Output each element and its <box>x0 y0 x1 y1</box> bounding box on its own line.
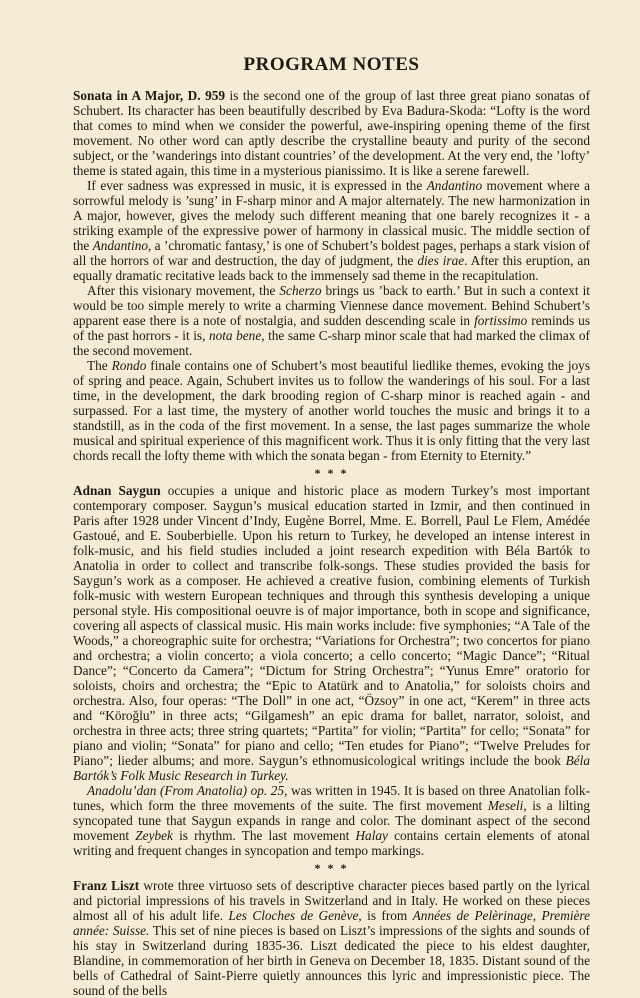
notes-body <box>73 88 590 998</box>
section-separator: * * * <box>314 861 349 875</box>
schubert-paragraph-4: The Rondo finale contains one of Schubert’s most beautiful liedlike themes, evoking the joys of spring and peace. Again, Schubert invites us to follow the wanderings of his soul. For a last time, in the development, the dark brooding region of C-sharp minor is reached again - and surpassed. For a last time, the mystery of another world touches the music and brings it to a standstill, as in the coda of the first movement. In a sense, the last pages summarize the whole musical and spiritual experience of this magnificent work. Thus it is only fitting that the very last chords recall the lofty theme with which the sonata began - from Eternity to Eternity.” <box>73 358 590 463</box>
section-separator: * * * <box>314 466 349 480</box>
schubert-paragraph-1: Sonata in A Major, D. 959 is the second one of the group of last three great piano sonatas of Schubert. Its character has been beautifully described by Eva Badura-Skoda: “Lofty is the word that comes to mind when we consider the powerful, awe-inspiring opening theme of the first movement. No other word can aptly describe the crystalline beauty and purity of the second subject, or the ’wanderings into distant countries’ of the development. At the very end, the ’lofty’ theme is stated again, this time in a mysterious pianissimo. It is like a serene farewell. <box>73 88 590 178</box>
schubert-heading: Sonata in A Major, D. 959 <box>73 88 226 103</box>
page-title: PROGRAM NOTES <box>243 54 420 75</box>
liszt-paragraph-1: Franz Liszt wrote three virtuoso sets of descriptive character pieces based partly on the lyrical and pictorial impressions of his travels in Switzerland and in Italy. He worked on these pieces almost all of his adult life. Les Cloches de Genève, is from Années de Pelèrinage, Première année: Suisse. This set of nine pieces is based on Liszt’s impressions of the sights and sounds of his stay in Switzerland during 1835-36. Liszt dedicated the piece to his eldest daughter, Blandine, in commemoration of her birth in Geneva on December 18, 1835. Distant sound of the bells of Cathedral of Saint-Pierre quietly announces this lyric and impressionistic piece. The sound of the bells <box>73 878 590 998</box>
saygun-paragraph-1: Adnan Saygun occupies a unique and historic place as modern Turkey’s most important contemporary composer. Saygun’s musical education started in Izmir, and then continued in Paris after 1928 under Vincent d’Indy, Eugène Borrel, Mme. E. Borrell, Paul Le Flem, Amédée Gastoué, and E. Souberbielle. Upon his return to Turkey, he developed an intense interest in folk-music, and his field studies included a joint research expedition with Béla Bartók to Anatolia in order to collect and transcribe folk-songs. These studies provided the basis for Saygun’s work as a composer. He achieved a creative fusion, combining elements of Turkish folk-music with western European techniques and through this synthesis developing a unique personal style. His compositional oeuvre is of major importance, both in scope and significance, covering all aspects of classical music. His main works include: five symphonies; “A Tale of the Woods,” a choreographic suite for orchestra; “Variations for Orchestra”; two concertos for piano and orchestra; a violin concerto; a viola concerto; a cello concerto; “Magic Dance”; “Ritual Dance”; “Concerto da Camera”; “Dictum for String Orchestra”; “Yunus Emre” oratorio for soloists, choirs and orchestra; the “Epic to Atatürk and to Anatolia,” for soloists choirs and orchestra. Also, four operas: “The Doll” in one act, “Özsoy” in one act, “Kerem” in three acts and “Köroğlu” in three acts; “Gilgamesh” an epic drama for ballet, narrator, soloist, and orchestra in three acts; three string quartets; “Partita” for violin; “Partita” for cello; “Sonata” for piano and violin; “Sonata” for piano and cello; “Ten etudes for Piano”; “Twelve Preludes for Piano”; lieder albums; and more. Saygun’s ethnomusicological writings include the book Béla Bartók’s Folk Music Research in Turkey. <box>73 483 590 783</box>
schubert-paragraph-3: After this visionary movement, the Scherzo brings us ’back to earth.’ But in such a context it would be too simple merely to write a charming Viennese dance movement. Behind Schubert’s apparent ease there is a note of nostalgia, and sudden descending scale in fortissimo reminds us of the past horrors - it is, nota bene, the same C-sharp minor scale that had marked the climax of the second movement. <box>73 283 590 358</box>
liszt-heading: Franz Liszt <box>73 878 140 893</box>
saygun-paragraph-2: Anadolu’dan (From Anatolia) op. 25, was written in 1945. It is based on three Anatolian folk-tunes, which form the three movements of the suite. The first movement Meseli, is a lilting syncopated tune that Saygun expands in range and color. The dominant aspect of the second movement Zeybek is rhythm. The last movement Halay contains certain elements of atonal writing and frequent changes in syncopation and tempo markings. <box>73 783 590 858</box>
schubert-paragraph-2: If ever sadness was expressed in music, it is expressed in the Andantino movement where a sorrowful melody is ’sung’ in F-sharp minor and A major alternately. The new harmonization in A major, however, gives the melody such different meaning that one barely recognizes it - a striking example of the expressive power of harmony in classical music. The middle section of the Andantino, a ’chromatic fantasy,’ is one of Schubert’s boldest pages, perhaps a stark vision of all the horrors of war and destruction, the day of judgment, the dies irae. After this eruption, an equally dramatic recitative leads back to the immensely sad theme in the recapitulation. <box>73 178 590 283</box>
saygun-heading: Adnan Saygun <box>73 483 161 498</box>
